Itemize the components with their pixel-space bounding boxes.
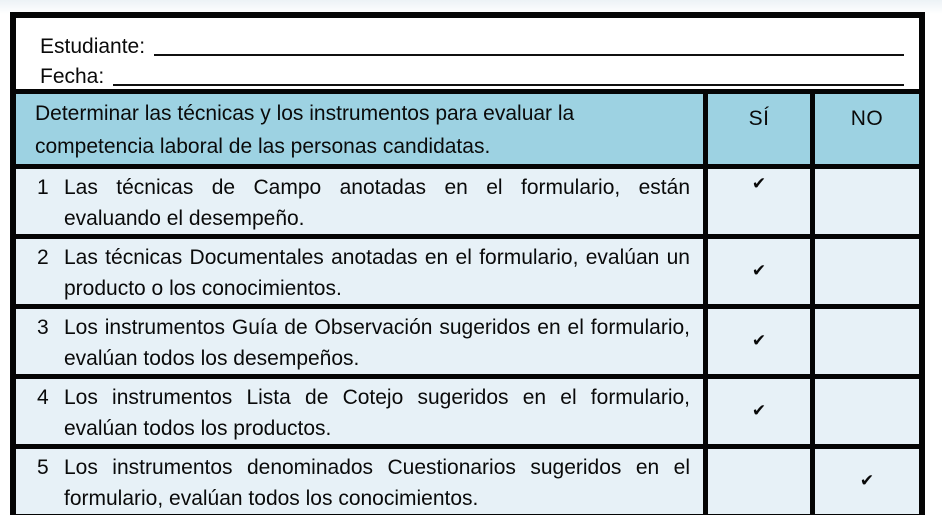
check-cell-no[interactable] bbox=[810, 449, 919, 514]
check-cell-si[interactable] bbox=[703, 169, 810, 234]
check-cell-si[interactable] bbox=[703, 309, 810, 374]
row-question: Los instrumentos Guía de Observación sugeridos en el formulario, evalúan todos los desempeños. bbox=[64, 316, 690, 370]
table-header-row bbox=[16, 94, 919, 164]
checkmark-icon: ✔ bbox=[859, 471, 875, 491]
evaluation-table bbox=[16, 89, 919, 514]
student-info-section bbox=[16, 18, 919, 89]
date-input-line[interactable] bbox=[113, 66, 904, 86]
question-cell bbox=[16, 309, 703, 374]
row-question: Los instrumentos denominados Cuestionarios sugeridos en el formulario, evalúan todos los conocimientos. bbox=[64, 456, 690, 510]
worksheet-frame bbox=[10, 12, 925, 515]
question-cell bbox=[16, 379, 703, 444]
table-row-2 bbox=[16, 234, 919, 304]
row-question: Los instrumentos Lista de Cotejo sugeridos en el formulario, evalúan todos los productos. bbox=[64, 386, 690, 440]
column-header-no: NO bbox=[810, 94, 919, 164]
date-field-row bbox=[40, 59, 904, 89]
check-cell-no[interactable] bbox=[810, 239, 919, 304]
table-row-1 bbox=[16, 164, 919, 234]
date-label: Fecha: bbox=[40, 65, 105, 88]
check-cell-no[interactable] bbox=[810, 169, 919, 234]
student-label: Estudiante: bbox=[40, 35, 146, 58]
row-number: 1 bbox=[37, 176, 49, 199]
table-title: Determinar las técnicas y los instrumentos para evaluar la competencia laboral de las personas candidatas. bbox=[35, 102, 575, 158]
checkmark-icon: ✔ bbox=[751, 331, 767, 351]
table-row-5 bbox=[16, 444, 919, 514]
table-row-3 bbox=[16, 304, 919, 374]
question-cell bbox=[16, 449, 703, 514]
check-cell-no[interactable] bbox=[810, 379, 919, 444]
checkmark-icon: ✔ bbox=[751, 401, 767, 421]
checkmark-icon: ✔ bbox=[751, 261, 767, 281]
column-header-si: SÍ bbox=[703, 94, 810, 164]
row-number: 2 bbox=[37, 246, 49, 269]
checkmark-icon: ✔ bbox=[751, 174, 767, 194]
question-cell bbox=[16, 169, 703, 234]
check-cell-si[interactable] bbox=[703, 379, 810, 444]
check-cell-si[interactable] bbox=[703, 239, 810, 304]
row-number: 3 bbox=[37, 316, 49, 339]
student-field-row bbox=[40, 29, 904, 59]
row-question: Las técnicas de Campo anotadas en el formulario, están evaluando el desempeño. bbox=[64, 176, 690, 230]
row-number: 5 bbox=[37, 456, 49, 479]
student-input-line[interactable] bbox=[154, 36, 904, 56]
check-cell-si[interactable] bbox=[703, 449, 810, 514]
row-number: 4 bbox=[37, 386, 49, 409]
table-row-4 bbox=[16, 374, 919, 444]
question-cell bbox=[16, 239, 703, 304]
check-cell-no[interactable] bbox=[810, 309, 919, 374]
row-question: Las técnicas Documentales anotadas en el formulario, evalúan un producto o los conocimientos. bbox=[64, 246, 690, 300]
